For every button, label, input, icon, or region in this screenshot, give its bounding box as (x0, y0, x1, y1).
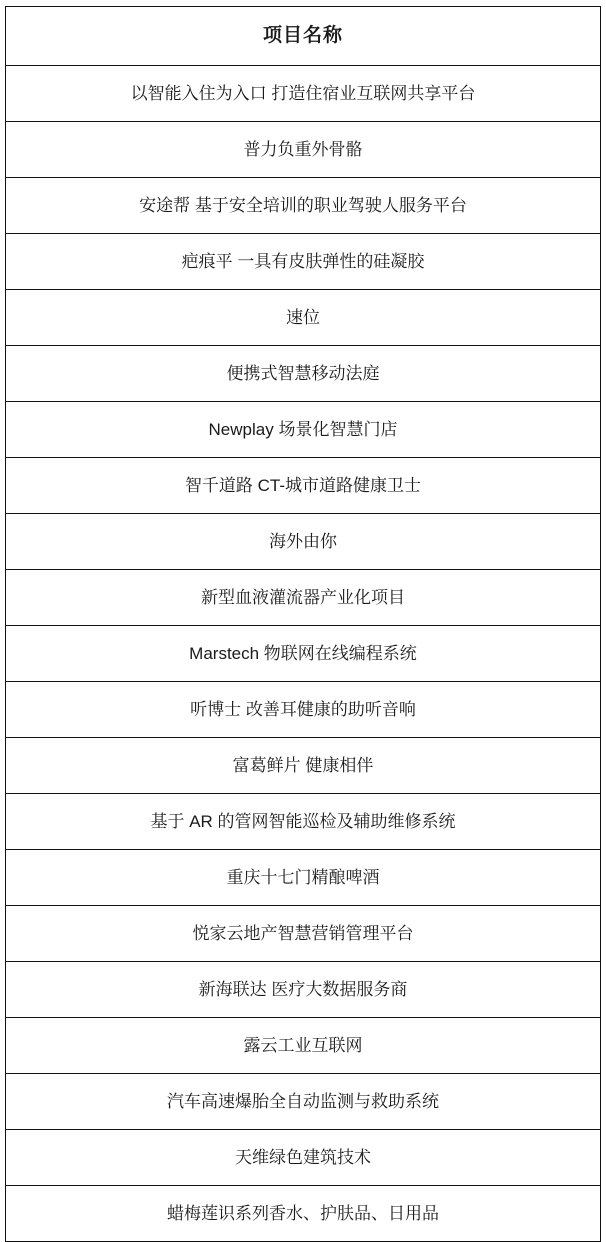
table-header-row (6, 7, 601, 66)
table-row (6, 738, 601, 794)
table-row (6, 458, 601, 514)
project-name-cell: 疤痕平 一具有皮肤弹性的硅凝胶 (6, 234, 601, 290)
project-name-cell: 普力负重外骨骼 (6, 122, 601, 178)
table-row (6, 514, 601, 570)
project-name-cell: 海外由你 (6, 514, 601, 570)
table-row (6, 1130, 601, 1186)
table-row (6, 178, 601, 234)
table-row (6, 682, 601, 738)
column-header-project-name: 项目名称 (6, 7, 601, 66)
table-row (6, 570, 601, 626)
table-row (6, 402, 601, 458)
project-name-cell: 新型血液灌流器产业化项目 (6, 570, 601, 626)
project-name-cell: 新海联达 医疗大数据服务商 (6, 962, 601, 1018)
project-name-cell: 露云工业互联网 (6, 1018, 601, 1074)
project-name-cell: Newplay 场景化智慧门店 (6, 402, 601, 458)
table-row (6, 122, 601, 178)
table-row (6, 962, 601, 1018)
project-name-cell: 重庆十七门精酿啤酒 (6, 850, 601, 906)
table-row (6, 234, 601, 290)
project-name-cell: 富葛鲜片 健康相伴 (6, 738, 601, 794)
project-name-cell: 蜡梅莲识系列香水、护肤品、日用品 (6, 1186, 601, 1242)
table-row (6, 346, 601, 402)
project-name-cell: 安途帮 基于安全培训的职业驾驶人服务平台 (6, 178, 601, 234)
table-row (6, 794, 601, 850)
project-name-cell: Marstech 物联网在线编程系统 (6, 626, 601, 682)
table-row (6, 290, 601, 346)
project-name-cell: 天维绿色建筑技术 (6, 1130, 601, 1186)
table-row (6, 850, 601, 906)
table-head (6, 7, 601, 66)
project-name-cell: 悦家云地产智慧营销管理平台 (6, 906, 601, 962)
project-name-cell: 速位 (6, 290, 601, 346)
project-name-cell: 基于 AR 的管网智能巡检及辅助维修系统 (6, 794, 601, 850)
project-name-table (5, 6, 601, 1242)
project-name-cell: 汽车高速爆胎全自动监测与救助系统 (6, 1074, 601, 1130)
table-row (6, 1186, 601, 1242)
project-name-cell: 智千道路 CT-城市道路健康卫士 (6, 458, 601, 514)
table-row (6, 1018, 601, 1074)
table-body (6, 66, 601, 1242)
table-row (6, 906, 601, 962)
project-name-cell: 以智能入住为入口 打造住宿业互联网共享平台 (6, 66, 601, 122)
project-name-cell: 便携式智慧移动法庭 (6, 346, 601, 402)
table-row (6, 66, 601, 122)
table-row (6, 1074, 601, 1130)
table-row (6, 626, 601, 682)
project-name-cell: 听博士 改善耳健康的助听音响 (6, 682, 601, 738)
